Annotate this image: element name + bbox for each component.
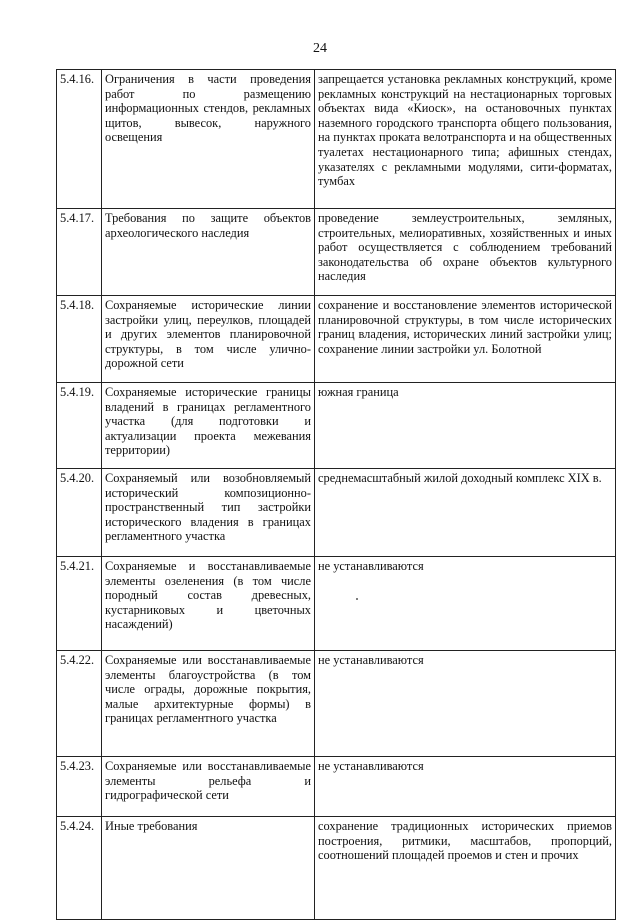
requirement-value: проведение землеустроительных, земляных, строительных, мелиоративных, хозяйственных и иных работ осуществляется с соблюдением требований законодательства об охране объектов культурного наследия [315, 209, 616, 296]
row-number: 5.4.16. [57, 70, 102, 209]
requirement-name: Сохраняемые исторические линии застройки улиц, переулков, площадей и других элементов планировочной структуры, в том числе улично-дорожной сети [102, 296, 315, 383]
requirement-name: Сохраняемые и восстанавливаемые элементы озеленения (в том числе породный состав древесных, кустарниковых и цветочных насаждений) [102, 557, 315, 651]
requirement-value: запрещается установка рекламных конструкций, кроме рекламных конструкций на нестационарных торговых объектах вида «Киоск», на остановочных пунктах наземного городского транспорта общего пользования, на пунктах проката велотранспорта и на общественных туалетах нестационарного типа; афишных стендах, указателях с рекламными модулями, сити-форматах, тумбах [315, 70, 616, 209]
table-row [57, 209, 616, 296]
table-row [57, 757, 616, 817]
table-row [57, 70, 616, 209]
table-row [57, 296, 616, 383]
row-number: 5.4.21. [57, 557, 102, 651]
requirement-value: не устанавливаются [315, 757, 616, 817]
requirement-name: Сохраняемые исторические границы владений в границах регламентного участка (для подготовки и актуализации проекта межевания территории) [102, 383, 315, 469]
requirement-name: Сохраняемые или восстанавливаемые элементы благоустройства (в том числе ограды, дорожные покрытия, малые архитектурные формы) в границах регламентного участка [102, 651, 315, 757]
scan-speck [356, 598, 358, 600]
table-row [57, 383, 616, 469]
row-number: 5.4.18. [57, 296, 102, 383]
row-number: 5.4.19. [57, 383, 102, 469]
requirement-value: среднемасштабный жилой доходный комплекс XIX в. [315, 469, 616, 557]
table-row [57, 469, 616, 557]
requirement-name: Требования по защите объектов археологического наследия [102, 209, 315, 296]
table-row [57, 817, 616, 920]
requirement-name: Сохраняемые или восстанавливаемые элементы рельефа и гидрографической сети [102, 757, 315, 817]
row-number: 5.4.17. [57, 209, 102, 296]
page-number: 24 [313, 41, 327, 56]
regulation-table [56, 69, 616, 920]
row-number: 5.4.24. [57, 817, 102, 920]
row-number: 5.4.23. [57, 757, 102, 817]
requirement-value: сохранение и восстановление элементов исторической планировочной структуры, в том числе исторических границ владения, исторических линий застройки улиц; сохранение линии застройки ул. Болотной [315, 296, 616, 383]
requirement-value: сохранение традиционных исторических приемов построения, ритмики, масштабов, пропорций, соотношений площадей проемов и стен и прочих [315, 817, 616, 920]
requirement-name: Иные требования [102, 817, 315, 920]
requirement-value: не устанавливаются [315, 651, 616, 757]
row-number: 5.4.22. [57, 651, 102, 757]
requirement-value: южная граница [315, 383, 616, 469]
row-number: 5.4.20. [57, 469, 102, 557]
requirement-value: не устанавливаются [315, 557, 616, 651]
table-row [57, 557, 616, 651]
table-row [57, 651, 616, 757]
requirement-name: Сохраняемый или возобновляемый исторический композиционно-пространственный тип застройки исторического владения в границах регламентного участка [102, 469, 315, 557]
requirement-name: Ограничения в части проведения работ по размещению информационных стендов, рекламных щитов, вывесок, наружного освещения [102, 70, 315, 209]
